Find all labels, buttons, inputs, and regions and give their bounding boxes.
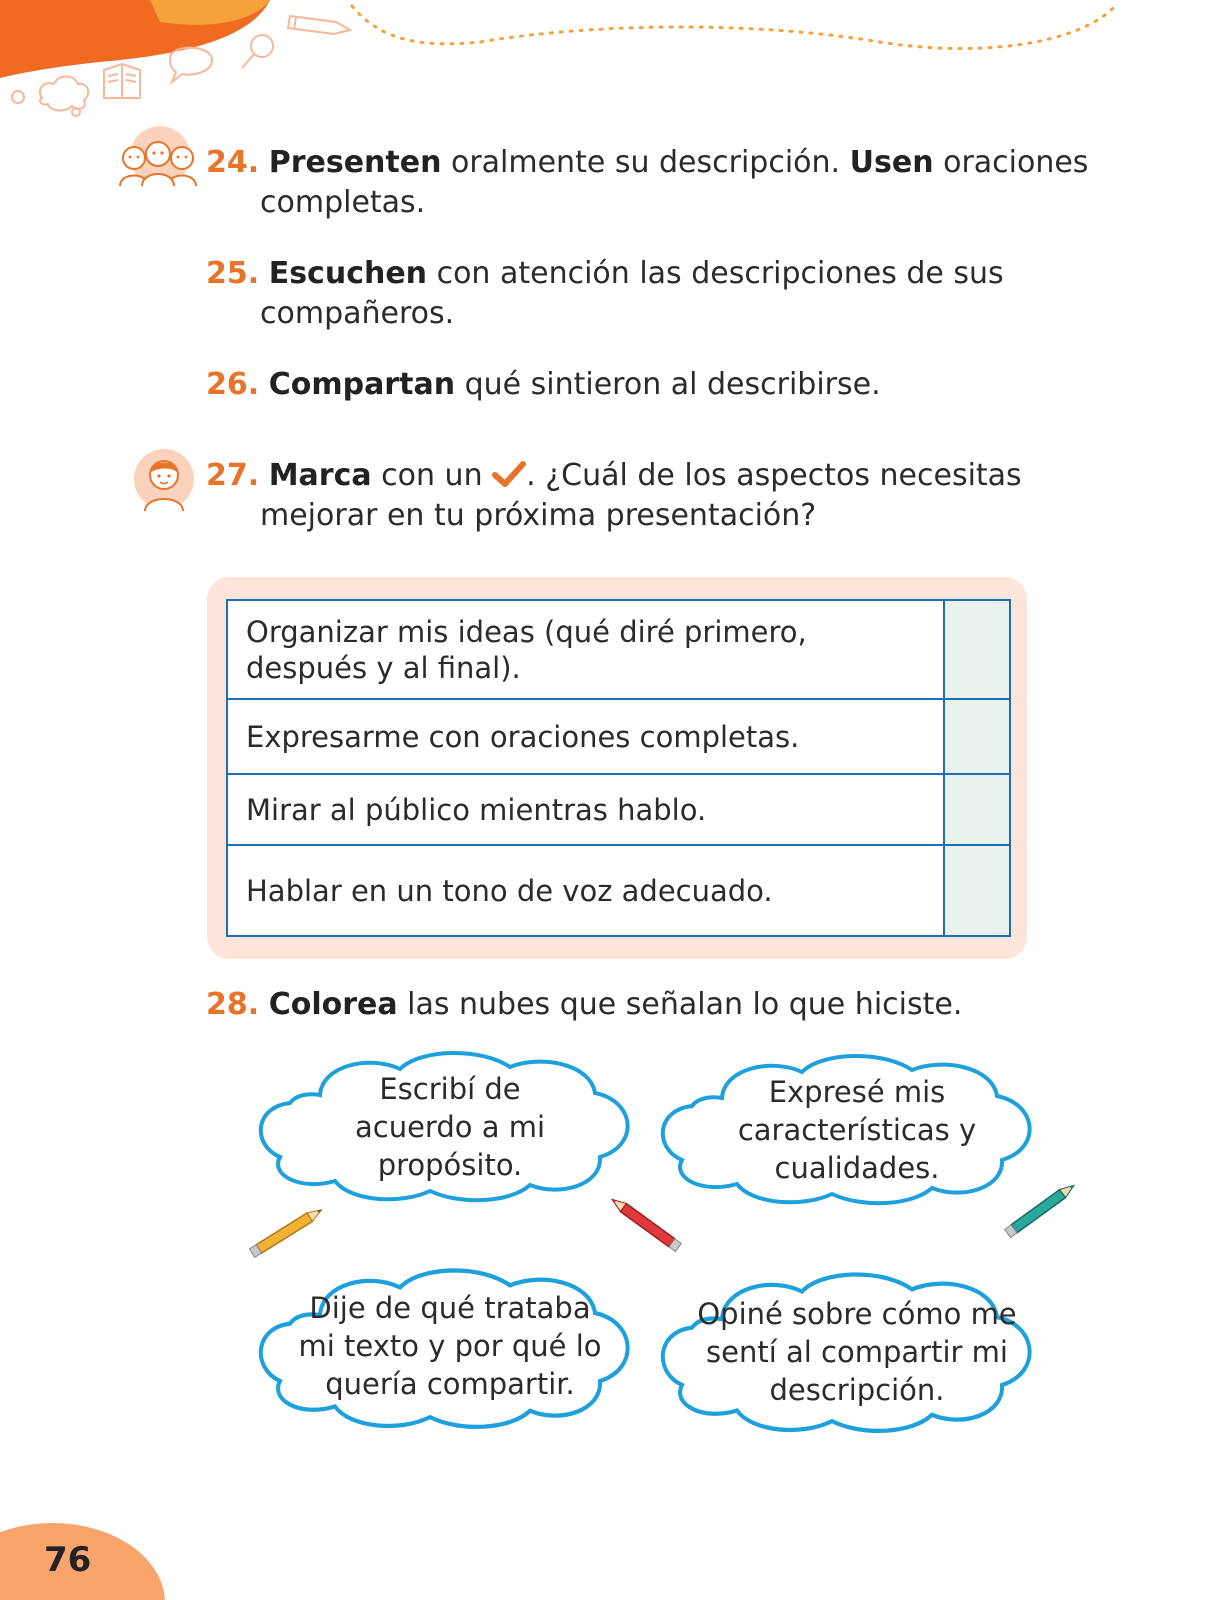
instruction-text: oraciones — [933, 145, 1089, 180]
checklist-text: después y al final). — [246, 650, 521, 685]
student-icon — [133, 447, 195, 513]
instruction-continuation: completas. — [260, 185, 426, 220]
checkbox-cell[interactable] — [944, 845, 1010, 936]
instruction-continuation: compañeros. — [260, 296, 455, 331]
action-verb: Usen — [849, 145, 934, 180]
checklist-text: Expresarme con oraciones completas. — [246, 719, 800, 754]
item-number: 24. — [206, 145, 260, 180]
cloud-2-text — [692, 1073, 1022, 1187]
red-pencil-icon — [600, 1194, 692, 1254]
checklist-item — [227, 699, 944, 774]
instruction-text: oralmente su descripción. — [441, 145, 850, 180]
cloud-line: cualidades. — [774, 1151, 940, 1185]
instruction-27 — [206, 456, 1022, 536]
table-row — [227, 774, 1010, 845]
pencil-icon — [288, 16, 350, 34]
cloud-line: descripción. — [769, 1373, 945, 1407]
yellow-pencil-icon — [240, 1202, 332, 1262]
teal-pencil-icon — [994, 1180, 1086, 1240]
page-number: 76 — [44, 1540, 92, 1580]
speech-bubble-icon — [170, 48, 212, 82]
cloud-3-text — [280, 1289, 620, 1403]
table-row — [227, 600, 1010, 699]
header-decoration — [0, 0, 1215, 130]
instruction-text: con un — [371, 458, 493, 493]
cloud-line: acuerdo a mi — [354, 1110, 545, 1144]
cloud-line: Opiné sobre cómo me — [697, 1297, 1017, 1331]
item-number: 27. — [206, 458, 260, 493]
cloud-line: Dije de qué trataba — [309, 1291, 591, 1325]
item-number: 26. — [206, 367, 260, 402]
instruction-text: qué sintieron al describirse. — [455, 367, 881, 402]
cloud-line: quería compartir. — [325, 1367, 575, 1401]
checkbox-cell[interactable] — [944, 600, 1010, 699]
item-number: 25. — [206, 256, 260, 291]
checklist-text: Mirar al público mientras hablo. — [246, 792, 707, 827]
magnifier-icon — [242, 35, 273, 68]
action-verb: Escuchen — [268, 256, 428, 291]
cloud-line: sentí al compartir mi — [706, 1335, 1008, 1369]
thought-cloud-icon — [12, 77, 88, 117]
instruction-24 — [206, 143, 1088, 223]
instruction-28 — [206, 985, 962, 1025]
item-number: 28. — [206, 987, 260, 1022]
action-verb: Colorea — [268, 987, 398, 1022]
checklist-item — [227, 600, 944, 699]
instruction-25 — [206, 254, 1004, 334]
checkbox-cell[interactable] — [944, 699, 1010, 774]
action-verb: Presenten — [268, 145, 442, 180]
checklist-item — [227, 845, 944, 936]
cloud-line: características y — [737, 1113, 977, 1147]
action-verb: Compartan — [268, 367, 456, 402]
action-verb: Marca — [268, 458, 372, 493]
cloud-line: Escribí de — [379, 1072, 521, 1106]
instruction-text: con atención las descripciones de sus — [427, 256, 1004, 291]
checklist-item — [227, 774, 944, 845]
instruction-text: . ¿Cuál de los aspectos necesitas — [526, 458, 1022, 493]
checklist-text: Organizar mis ideas (qué diré primero, — [246, 614, 807, 649]
checkmark-icon — [492, 460, 526, 488]
group-icon — [112, 126, 204, 192]
instruction-continuation: mejorar en tu próxima presentación? — [260, 498, 817, 533]
checkbox-cell[interactable] — [944, 774, 1010, 845]
table-row — [227, 845, 1010, 936]
book-icon — [104, 64, 140, 98]
cloud-1-text — [290, 1070, 610, 1184]
checklist-text: Hablar en un tono de voz adecuado. — [246, 873, 773, 908]
cloud-line: mi texto y por qué lo — [298, 1329, 602, 1363]
instruction-26 — [206, 365, 881, 405]
cloud-4-text — [677, 1295, 1037, 1409]
checklist-table — [226, 599, 1011, 937]
instruction-text: las nubes que señalan lo que hiciste. — [397, 987, 963, 1022]
cloud-line: Expresé mis — [768, 1075, 946, 1109]
cloud-line: propósito. — [377, 1148, 523, 1182]
table-row — [227, 699, 1010, 774]
